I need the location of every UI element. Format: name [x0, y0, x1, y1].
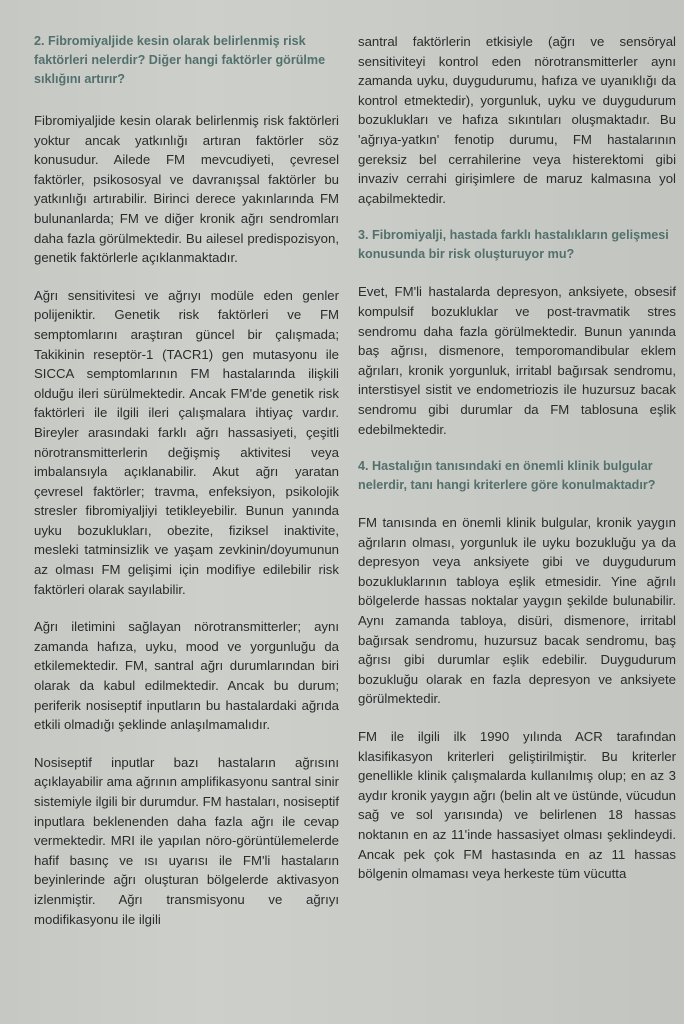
paragraph-risk-factors: Fibromiyaljide kesin olarak belirlenmiş risk faktörleri yoktur ancak yatkınlığı artıran faktörler söz konusudur. Ailede FM mevcudiyeti, çevresel faktörler, psikososyal ve davranışsal faktörler bu yatkınlığı artırabilir. Birinci derece yakınlarında FM bulunanlarda; FM ve diğer kronik ağrı sendromları daha fazla görülmektedir. Bu ailesel predispozisyon, genetik faktörlerle açıklanmaktadır. — [34, 113, 339, 266]
left-column — [34, 32, 339, 929]
paragraph-neurotransmitters: Ağrı iletimini sağlayan nörotransmitterler; aynı zamanda hafıza, uyku, mood ve yorgunluğu da etkilemektedir. FM, santral ağrı durumlarından biri olarak da kabul edilmektedir. Ancak bu durum; periferik nosiseptif inputların bu hastalardaki ağrıda etkili olmadığı şeklinde anlaşılmamalıdır. — [34, 619, 339, 733]
right-column — [358, 32, 676, 884]
paragraph-clinical-findings: FM tanısında en önemli klinik bulgular, kronik yaygın ağrıların olması, yorgunluk ile uyku bozukluğu ya da depresyon veya anksiyete gibi ve duygudurum bozukluklarının tabloya eşlik etmesidir. Yine ağrılı bölgelerde hassas noktalar yaygın şekilde bulunabilir. Aynı zamanda tabloya, disüri, dismenore, irritabl bağırsak sendromu, huzursuz bacak sendromu, baş ağrısı gibi durumlar eşlik edebilir. Duygudurum bozukluğu olarak en fazla depresyon ve anksiyete görülmektedir. — [358, 515, 676, 707]
question-4-heading: 4. Hastalığın tanısındaki en önemli klinik bulgular nelerdir, tanı hangi kriterlere göre konulmaktadır? — [358, 459, 656, 493]
paragraph-comorbidities: Evet, FM'li hastalarda depresyon, anksiyete, obsesif kompulsif bozukluklar ve post-travmatik stres sendromu daha fazla görülmektedir. Bunun yanında baş ağrısı, dismenore, temporomandibular eklem ağrıları, kronik yorgunluk, irritabl bağırsak sendromu, interstisyel sistit ve endometriozis ile huzursuz bacak sendromu gibi durumlar da FM tablosuna eşlik edebilmektedir. — [358, 284, 676, 437]
question-3-heading: 3. Fibromiyalji, hastada farklı hastalıkların gelişmesi konusunda bir risk oluşturuyor mu? — [358, 228, 669, 262]
paragraph-acr-criteria: FM ile ilgili ilk 1990 yılında ACR tarafından klasifikasyon kriterleri geliştirilmiştir. Bu kriterler genellikle klinik çalışmalarda kullanılmış olup; en az 3 aydır kronik yaygın ağrı (belin alt ve üstünde, vücudun sağ ve sol yarısında) ve belirlenen 18 hassas noktanın en az 11'inde hassasiyet olması şeklindeydi. Ancak pek çok FM hastasında en az 11 hassas bölgenin olmaması veya herkeste tüm vücutta — [358, 729, 676, 882]
paragraph-nociceptive-inputs: Nosiseptif inputlar bazı hastaların ağrısını açıklayabilir ama ağrının amplifikasyonu santral sinir sistemiyle ilgili bir durumdur. FM hastaları, nosiseptif inputlara beklenenden daha fazla ağrı ile cevap vermektedir. MRI ile yapılan nöro-görüntülemelerde hafif basınç ve ısı uyarısı ile FM'li hastaların beyinlerinde ağrı oluşturan bölgelerde aktivasyon izlenmiştir. Ağrı transmisyonu ve ağrıyı modifikasyonu ile ilgili — [34, 754, 339, 927]
paragraph-genetics: Ağrı sensitivitesi ve ağrıyı modüle eden genler polijeniktir. Genetik risk faktörleri ve FM semptomlarını araştıran güncel bir çalışmada; Takikinin reseptör-1 (TACR1) gen mutasyonu ile SICCA semptomlarının FM hastalarında ilişkili olduğu ileri sürülmektedir. Ancak FM'de genetik risk faktörleri ile ilgili ileri çalışmalara ihtiyaç vardır. Bireyler arasındaki farklı ağrı hassasiyeti, çeşitli nörotransmitterlerin değişmiş aktivitesi veya imbalansıyla açıklanabilir. Akut ağrı yaratan çevresel faktörler; travma, enfeksiyon, psikolojik stresler fibromiyaljiyi tetikleyebilir. Bunun yanında uyku bozuklukları, obezite, fiziksel inaktivite, mesleki tatminsizlik ve yaşam zevkinin/doyumunun az olması FM gelişimi için modifiye edilebilir risk faktörleri olarak sayılabilir. — [34, 287, 339, 597]
question-2-heading: 2. Fibromiyaljide kesin olarak belirlenmiş risk faktörleri nelerdir? Diğer hangi faktörler görülme sıklığını artırır? — [34, 34, 326, 86]
paragraph-central-factors: santral faktörlerin etkisiyle (ağrı ve sensöryal sensitiviteyi kontrol eden nörotransmitterler aynı zamanda uyku, duygudurumu, hafıza ve uyanıklığı da kontrol etmektedir), yorgunluk, uyku ve duygudurum bozuklukları ve hafıza sıkıntıları oluşmaktadır. Bu 'ağrıya-yatkın' fenotip durumu, FM hastalarının gereksiz bel cerrahilerine veya histerektomi gibi invaziv cerrahi girişimlere de maruz kalmasına yol açabilmektedir. — [358, 34, 676, 206]
